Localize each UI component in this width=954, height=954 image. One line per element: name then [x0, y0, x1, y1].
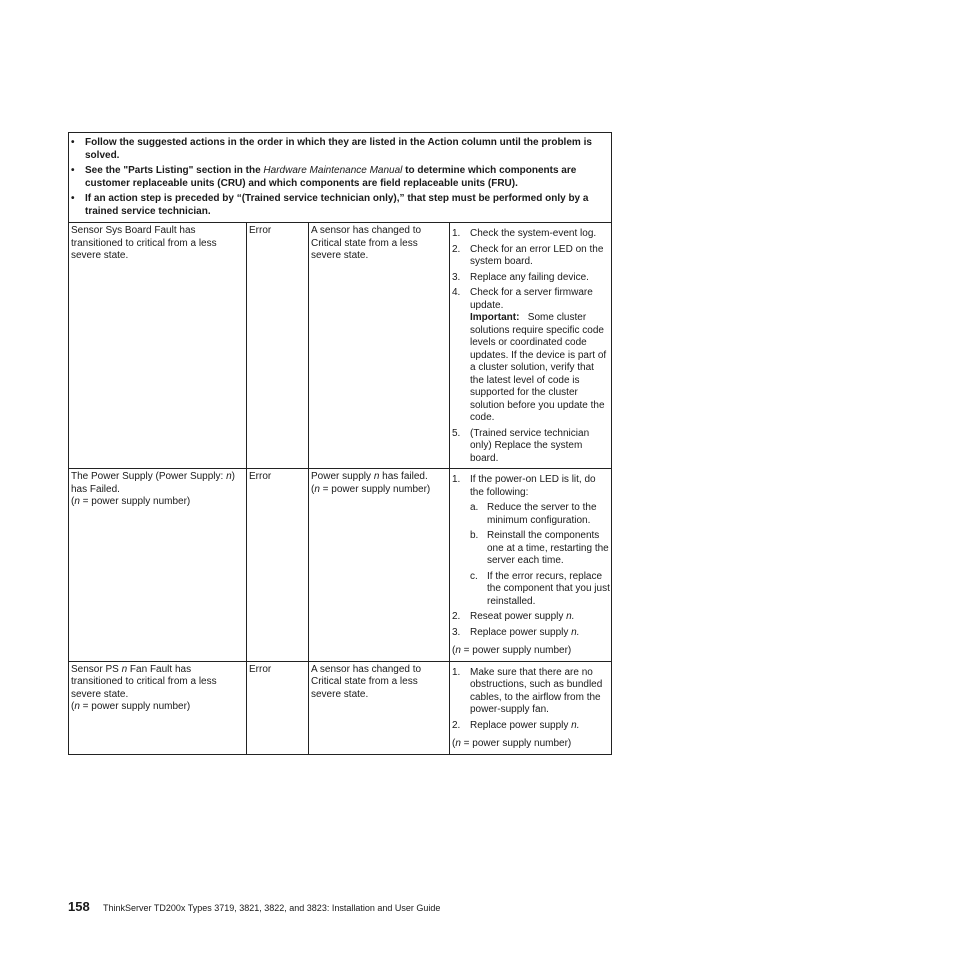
table-row [69, 662, 611, 754]
message-cell: Sensor PS n Fan Fault has transitioned to critical from a less severe state. (n = power supply number) [69, 662, 247, 754]
bullet: • [71, 165, 75, 176]
footer-title: ThinkServer TD200x Types 3719, 3821, 3822, and 3823: Installation and User Guide [103, 903, 441, 913]
action-step: 3. Replace power supply n. [452, 626, 580, 638]
note-item [71, 193, 607, 218]
severity-cell: Error [247, 662, 309, 754]
action-substep: c. If the error recurs, replace the component that you just reinstalled. [470, 570, 610, 607]
action-step: 4. Check for a server firmware update. Important: Some cluster solutions require specific code levels or coordinated code updates. If the device is part of a cluster solution, verify that the latest level of code is supported for the cluster solution before you update the code. [452, 287, 607, 423]
notes-header [69, 133, 611, 223]
message-cell: Sensor Sys Board Fault has transitioned to critical from a less severe state. [69, 223, 247, 468]
important-label: Important: [470, 312, 520, 323]
severity-cell: Error [247, 469, 309, 661]
table-row [69, 469, 611, 662]
description-cell: A sensor has changed to Critical state from a less severe state. [309, 223, 450, 468]
description-cell: Power supply n has failed. (n = power supply number) [309, 469, 450, 661]
note-item [71, 137, 607, 162]
note-item [71, 165, 607, 190]
action-steps [452, 667, 610, 733]
note-text: If an action step is preceded by “(Trained service technician only),” that step must be performed only by a trained service technician. [85, 193, 589, 217]
action-cell [450, 662, 611, 754]
page-number: 158 [68, 899, 90, 914]
action-cell [450, 469, 611, 661]
error-message-table [68, 132, 612, 755]
manual-title: Hardware Maintenance Manual [263, 165, 403, 176]
bullet: • [71, 193, 75, 204]
action-step: 2. Replace power supply n. [452, 719, 580, 731]
action-cell [450, 223, 611, 468]
description-cell: A sensor has changed to Critical state from a less severe state. [309, 662, 450, 754]
action-steps [452, 228, 610, 465]
action-step: 3. Replace any failing device. [452, 271, 589, 283]
action-step: 5. (Trained service technician only) Replace the system board. [452, 427, 590, 464]
bullet: • [71, 137, 75, 148]
action-steps [452, 474, 610, 639]
action-step: 1. Check the system-event log. [452, 228, 597, 239]
message-cell: The Power Supply (Power Supply: n) has Failed. (n = power supply number) [69, 469, 247, 661]
note-text: Follow the suggested actions in the order in which they are listed in the Action column until the problem is solved. [85, 137, 592, 161]
action-step: 2. Reseat power supply n. [452, 611, 575, 622]
action-substeps [470, 502, 610, 608]
footnote: (n = power supply number) [452, 645, 572, 656]
action-substep: a. Reduce the server to the minimum configuration. [470, 502, 597, 526]
footnote: (n = power supply number) [452, 738, 572, 749]
note-text: See the "Parts Listing" section in the Hardware Maintenance Manual to determine which components are customer replaceable units (CRU) and which components are field replaceable units (FRU). [85, 165, 577, 189]
important-note: Some cluster solutions require specific code levels or coordinated code updates. If the device is part of a cluster solution, verify that the latest level of code is supported for the cluster solution before you update the code. [470, 312, 607, 423]
severity-cell: Error [247, 223, 309, 468]
action-step: 2. Check for an error LED on the system board. [452, 243, 604, 267]
action-substep: b. Reinstall the components one at a time, restarting the server each time. [470, 530, 609, 566]
action-step: 1. If the power-on LED is lit, do the following: a. Reduce the server to the minimum configuration. b. Reinstall the components one at a time, restarting the server each time. c. If the error recurs, replace the component that you just reinstalled. [452, 474, 610, 607]
action-step: 1. Make sure that there are no obstructions, such as bundled cables, to the airflow from the power-supply fan. [452, 666, 603, 715]
table-row [69, 223, 611, 469]
